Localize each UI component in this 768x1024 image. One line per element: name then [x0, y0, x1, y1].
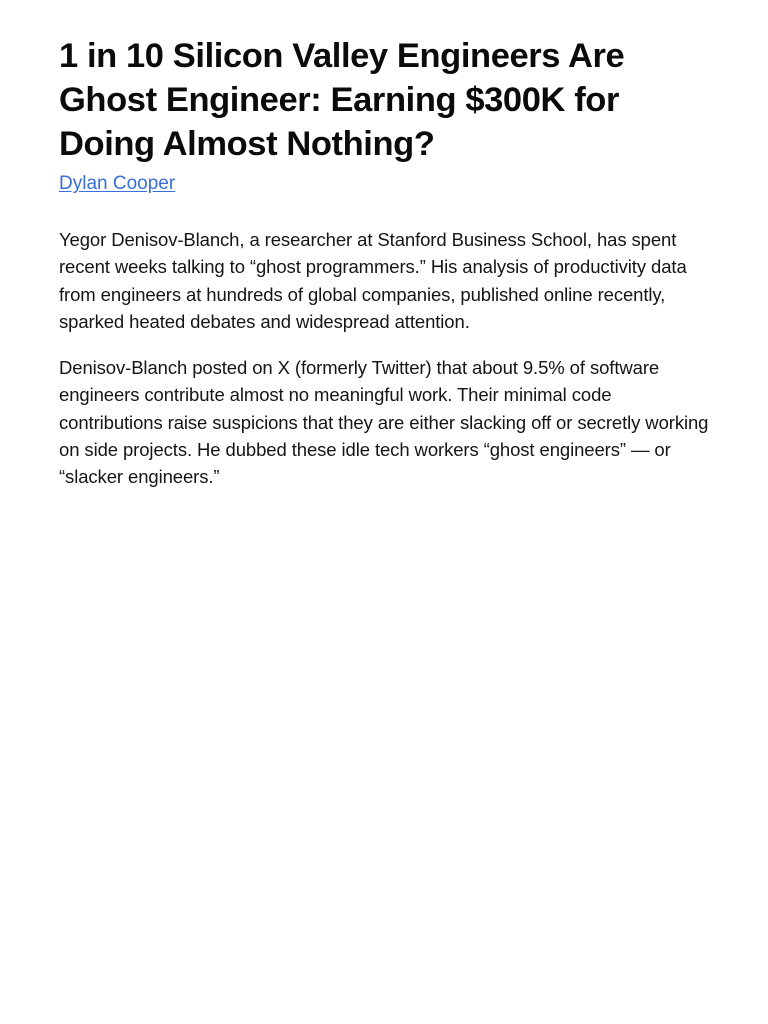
- article-body: [59, 226, 709, 491]
- author-link[interactable]: Dylan Cooper: [59, 173, 176, 194]
- article-paragraph-1: Yegor Denisov-Blanch, a researcher at Stanford Business School, has spent recent weeks talking to “ghost programmers.” His analysis of productivity data from engineers at hundreds of global companies, published online recently, sparked heated debates and widespread attention.: [59, 229, 687, 332]
- article-headline: 1 in 10 Silicon Valley Engineers Are Ghost Engineer: Earning $300K for Doing Almost Nothing?: [59, 37, 625, 163]
- article-paragraph-2: Denisov-Blanch posted on X (formerly Twitter) that about 9.5% of software engineers contribute almost no meaningful work. Their minimal code contributions raise suspicions that they are either slacking off or secretly working on side projects. He dubbed these idle tech workers “ghost engineers” — or “slacker engineers.”: [59, 357, 709, 488]
- article: [59, 34, 709, 510]
